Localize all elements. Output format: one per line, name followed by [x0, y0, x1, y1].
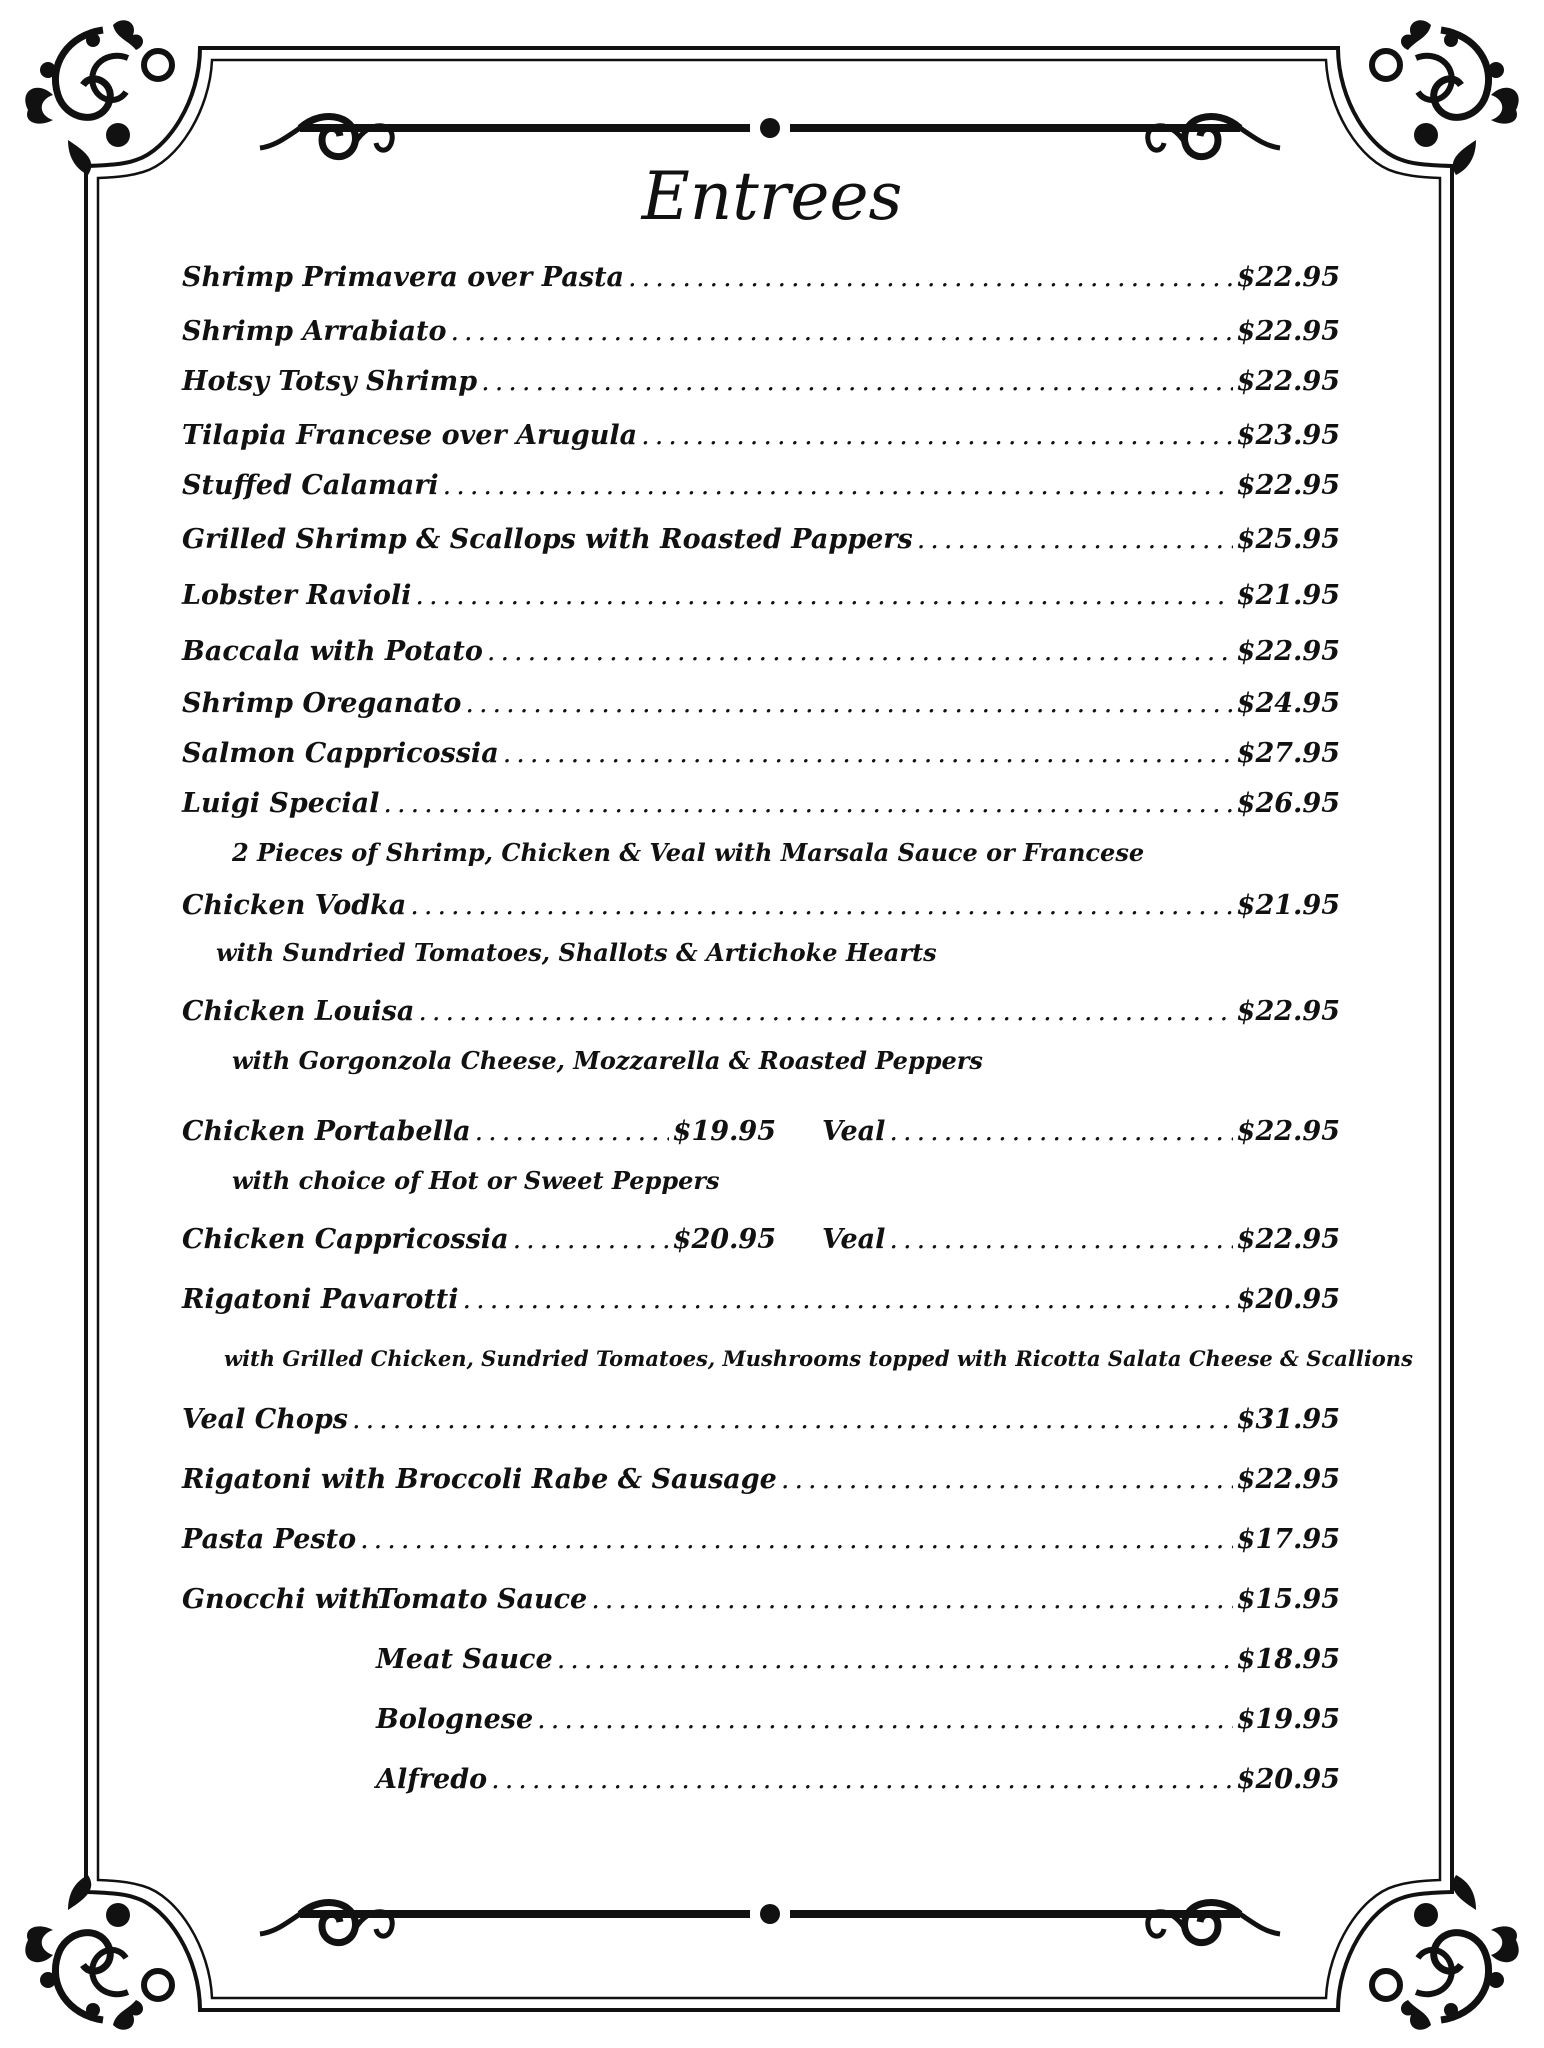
- item-name: Baccala with Potato: [182, 636, 483, 667]
- item-name: Shrimp Arrabiato: [182, 316, 447, 347]
- item-name: Stuffed Calamari: [182, 470, 439, 501]
- item-description: with Grilled Chicken, Sundried Tomatoes, Mushrooms topped with Ricotta Salata Cheese & Scallions: [224, 1346, 1413, 1371]
- dot-leader: [415, 580, 1232, 611]
- item-name: Veal: [822, 1116, 886, 1147]
- dot-leader: [410, 890, 1232, 921]
- dot-leader: [513, 1224, 669, 1255]
- item-price: $27.95: [1236, 738, 1340, 769]
- item-price: $21.95: [1236, 890, 1340, 921]
- item-price: $20.95: [672, 1224, 776, 1255]
- item-price: $22.95: [1236, 316, 1340, 347]
- dot-leader: [360, 1524, 1233, 1555]
- gnocchi-option: [376, 1644, 1340, 1684]
- item-name: Pasta Pesto: [182, 1524, 357, 1555]
- item-price: $22.95: [1236, 996, 1340, 1027]
- menu-item: [182, 524, 1340, 564]
- menu-item: [182, 366, 1340, 406]
- menu-item-veal: [822, 1116, 1340, 1156]
- item-price: $25.95: [1236, 524, 1340, 555]
- item-price: $22.95: [1236, 1464, 1340, 1495]
- item-price: $23.95: [1236, 420, 1340, 451]
- item-name: Salmon Cappricossia: [182, 738, 499, 769]
- item-price: $20.95: [1236, 1764, 1340, 1795]
- item-name: Tomato Sauce: [376, 1584, 588, 1615]
- item-description: 2 Pieces of Shrimp, Chicken & Veal with Marsala Sauce or Francese: [232, 838, 1145, 867]
- menu-item: [182, 1464, 1340, 1504]
- menu-item: [182, 470, 1340, 510]
- item-price: $20.95: [1236, 1284, 1340, 1315]
- menu-item: [182, 420, 1340, 460]
- item-price: $19.95: [672, 1116, 776, 1147]
- item-name: Rigatoni with Broccoli Rabe & Sausage: [182, 1464, 777, 1495]
- menu-item: [182, 788, 1340, 828]
- dot-leader: [450, 316, 1232, 347]
- menu-item: [182, 688, 1340, 728]
- item-name: Shrimp Oreganato: [182, 688, 462, 719]
- item-price: $22.95: [1236, 1116, 1340, 1147]
- menu-item: [182, 316, 1340, 356]
- item-price: $19.95: [1236, 1704, 1340, 1735]
- item-price: $22.95: [1236, 470, 1340, 501]
- menu-item: [182, 1524, 1340, 1564]
- item-price: $22.95: [1236, 1224, 1340, 1255]
- menu-item: [182, 738, 1340, 778]
- dot-leader: [917, 524, 1233, 555]
- item-name: Bolognese: [376, 1704, 534, 1735]
- item-price: $26.95: [1236, 788, 1340, 819]
- item-description: with Gorgonzola Cheese, Mozzarella & Roasted Peppers: [232, 1046, 983, 1075]
- gnocchi-option: [376, 1584, 1340, 1624]
- menu-item: [182, 890, 1340, 930]
- item-price: $24.95: [1236, 688, 1340, 719]
- item-name: Grilled Shrimp & Scallops with Roasted Pappers: [182, 524, 913, 555]
- gnocchi-label: [182, 1584, 382, 1624]
- dot-leader: [889, 1224, 1232, 1255]
- menu-item: [182, 1404, 1340, 1444]
- dot-leader: [889, 1116, 1232, 1147]
- dot-leader: [481, 366, 1233, 397]
- item-name: Hotsy Totsy Shrimp: [182, 366, 478, 397]
- item-price: $22.95: [1236, 366, 1340, 397]
- item-name: Shrimp Primavera over Pasta: [182, 262, 625, 293]
- item-name: Meat Sauce: [376, 1644, 553, 1675]
- gnocchi-option: [376, 1764, 1340, 1804]
- item-name: Alfredo: [376, 1764, 488, 1795]
- menu-item: [182, 636, 1340, 676]
- item-price: $22.95: [1236, 262, 1340, 293]
- page-title: Entrees: [641, 158, 903, 235]
- item-name: Chicken Portabella: [182, 1116, 471, 1147]
- item-name: Chicken Louisa: [182, 996, 415, 1027]
- menu-item-chicken: [182, 1224, 776, 1264]
- menu-item-veal: [822, 1224, 1340, 1264]
- item-name: Gnocchi with: [182, 1584, 381, 1615]
- item-name: Veal Chops: [182, 1404, 349, 1435]
- item-name: Veal: [822, 1224, 886, 1255]
- item-description: with choice of Hot or Sweet Peppers: [232, 1166, 720, 1195]
- item-name: Chicken Cappricossia: [182, 1224, 509, 1255]
- item-price: $17.95: [1236, 1524, 1340, 1555]
- dot-leader: [537, 1704, 1232, 1735]
- dot-leader: [487, 636, 1233, 667]
- dot-leader: [641, 420, 1233, 451]
- item-price: $31.95: [1236, 1404, 1340, 1435]
- dot-leader: [352, 1404, 1233, 1435]
- gnocchi-option: [376, 1704, 1340, 1744]
- dot-leader: [475, 1116, 669, 1147]
- item-name: Rigatoni Pavarotti: [182, 1284, 459, 1315]
- item-description: with Sundried Tomatoes, Shallots & Artichoke Hearts: [216, 938, 937, 967]
- item-name: Luigi Special: [182, 788, 380, 819]
- menu-item: [182, 262, 1340, 302]
- item-price: $22.95: [1236, 636, 1340, 667]
- dot-leader: [628, 262, 1233, 293]
- dot-leader: [418, 996, 1232, 1027]
- item-price: $18.95: [1236, 1644, 1340, 1675]
- item-name: Chicken Vodka: [182, 890, 407, 921]
- item-name: Lobster Ravioli: [182, 580, 412, 611]
- dot-leader: [781, 1464, 1233, 1495]
- dot-leader: [591, 1584, 1232, 1615]
- menu-item: [182, 996, 1340, 1036]
- dot-leader: [465, 688, 1232, 719]
- dot-leader: [463, 1284, 1233, 1315]
- dot-leader: [443, 470, 1233, 501]
- dot-leader: [503, 738, 1233, 769]
- item-price: $15.95: [1236, 1584, 1340, 1615]
- menu-item: [182, 580, 1340, 620]
- menu-item-chicken: [182, 1116, 776, 1156]
- item-price: $21.95: [1236, 580, 1340, 611]
- dot-leader: [557, 1644, 1233, 1675]
- dot-leader: [383, 788, 1232, 819]
- item-name: Tilapia Francese over Arugula: [182, 420, 638, 451]
- menu-item: [182, 1284, 1340, 1324]
- dot-leader: [491, 1764, 1233, 1795]
